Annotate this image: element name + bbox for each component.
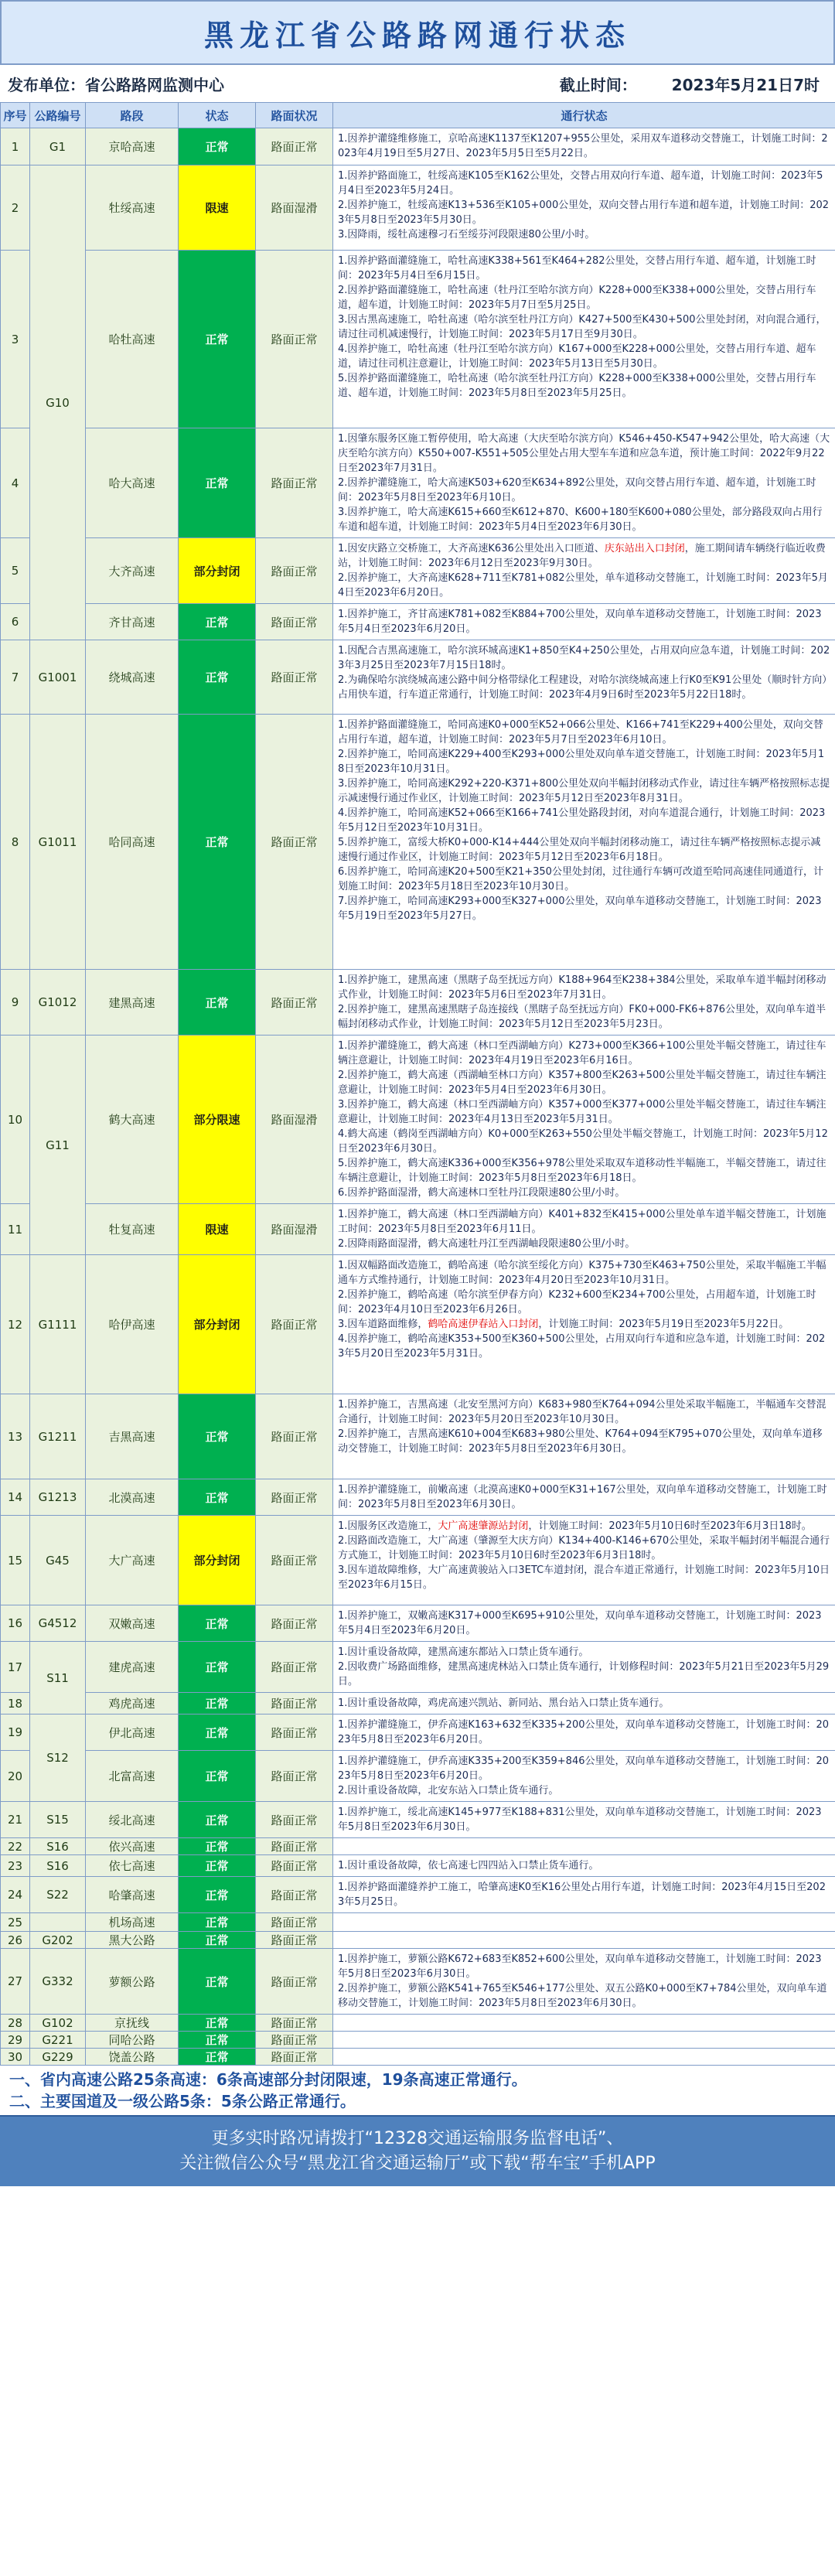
table-row	[1, 1479, 835, 1516]
road-code: S15	[30, 1802, 86, 1838]
table-row	[1, 1516, 835, 1605]
detail-line: 1.因养护施工，双嫩高速K317+000至K695+910公里处，双向单车道移动交替施工，计划施工时间：2023年5月4日至2023年6月20日。	[338, 1610, 822, 1636]
surface-condition: 路面正常	[256, 1838, 333, 1855]
detail-line: 1.因计重设备故障，依七高速七四四站入口禁止货车通行。	[338, 1860, 599, 1871]
row-no: 26	[1, 1932, 30, 1949]
status-badge: 正常	[179, 1693, 256, 1714]
detail-line: 2.因养护施工，吉黑高速K610+004至K683+980公里处、K764+094至K795+070公里处，双向单车道移动交替施工，计划施工时间：2023年5月8日至2023年6月30日。	[338, 1428, 823, 1455]
row-no: 2	[1, 165, 30, 251]
status-badge: 正常	[179, 715, 256, 970]
traffic-detail	[333, 1479, 835, 1516]
row-no: 22	[1, 1838, 30, 1855]
road-code: G221	[30, 2032, 86, 2049]
detail-line: 1.因养护施工，建黑高速（黑瞎子岛至抚远方向）K188+964至K238+384公里处，采取单车道半幅封闭移动式作业，计划施工时间：2023年5月6日至2023年7月31日。	[338, 974, 826, 1001]
status-badge: 正常	[179, 1479, 256, 1516]
detail-line: 2.因养护施工，鹤大高速（西湖岫至林口方向）K357+800至K263+500公里处半幅交替施工，请过往车辆注意避让，计划施工时间：2023年5月4日至2023年6月30日。	[338, 1070, 826, 1096]
surface-condition: 路面正常	[256, 1693, 333, 1714]
surface-condition: 路面正常	[256, 1255, 333, 1394]
status-badge: 正常	[179, 1802, 256, 1838]
surface-condition: 路面正常	[256, 1932, 333, 1949]
road-segment: 同哈公路	[86, 2032, 179, 2049]
col-surface: 路面状况	[256, 103, 333, 128]
detail-line: 1.因服务区改造施工，大广高速肇源站封闭，计划施工时间：2023年5月10日6时至2023年6月3日18时。	[338, 1520, 812, 1532]
traffic-detail	[333, 1394, 835, 1479]
road-segment: 绕城高速	[86, 640, 179, 715]
table-row	[1, 970, 835, 1036]
road-status-table	[0, 102, 835, 2066]
surface-condition: 路面正常	[256, 970, 333, 1036]
table-row	[1, 604, 835, 640]
table-row	[1, 1255, 835, 1394]
road-segment: 建虎高速	[86, 1642, 179, 1693]
road-segment: 京抚线	[86, 2015, 179, 2032]
detail-line: 1.因养护施工，吉黑高速（北安至黑河方向）K683+980至K764+094公里处采取半幅施工，半幅通车交替混合通行，计划施工时间：2023年5月20日至2023年10月30日。	[338, 1399, 826, 1425]
surface-condition: 路面正常	[256, 1913, 333, 1932]
traffic-detail	[333, 1642, 835, 1693]
detail-line: 1.因养护施工，绥北高速K145+977至K188+831公里处，双向单车道移动交替施工，计划施工时间：2023年5月8日至2023年6月30日。	[338, 1807, 822, 1833]
road-code: G45	[30, 1516, 86, 1605]
road-code: G332	[30, 1949, 86, 2015]
row-no: 5	[1, 538, 30, 604]
deadline-value: 2023年5月21日7时	[671, 75, 820, 94]
surface-condition: 路面湿滑	[256, 1204, 333, 1255]
surface-condition: 路面正常	[256, 1855, 333, 1877]
deadline-label: 截止时间：	[559, 75, 637, 94]
col-status: 状态	[179, 103, 256, 128]
table-row	[1, 1605, 835, 1642]
traffic-detail	[333, 640, 835, 715]
road-segment: 哈同高速	[86, 715, 179, 970]
status-badge: 正常	[179, 1932, 256, 1949]
detail-line: 3.因降雨，绥牡高速穆刁石至绥芬河段限速80公里/小时。	[338, 229, 595, 241]
road-code: S16	[30, 1838, 86, 1855]
detail-line: 2.因路面改造施工，大广高速（肇源至大庆方向）K134+400-K146+670公里处，采取半幅封闭半幅混合通行方式施工，计划施工时间：2023年5月10日6时至2023年6月3日18时。	[338, 1535, 830, 1561]
detail-line: 6.因养护施工，哈同高速K20+500至K21+350公里处封闭，过往通行车辆可改道至哈同高速佳同通道行，计划施工时间：2023年5月18日至2023年10月30日。	[338, 866, 823, 892]
surface-condition: 路面正常	[256, 428, 333, 538]
surface-condition: 路面正常	[256, 1479, 333, 1516]
row-no: 13	[1, 1394, 30, 1479]
footer-line: 更多实时路况请拨打“12328交通运输服务监督电话”、	[211, 2129, 624, 2148]
traffic-detail	[333, 1802, 835, 1838]
surface-condition: 路面湿滑	[256, 1036, 333, 1204]
detail-line: 3.因车道路面维修，鹤哈高速伊春站入口封闭，计划施工时间：2023年5月19日至2023年5月22日。	[338, 1319, 789, 1330]
detail-line: 4.因养护施工，鹤哈高速K353+500至K360+500公里处，占用双向行车道和应急车道，计划施工时间：2023年5月20日至2023年5月31日。	[338, 1333, 826, 1360]
traffic-detail	[333, 1516, 835, 1605]
table-row	[1, 1036, 835, 1204]
road-code: S12	[30, 1714, 86, 1802]
row-no: 9	[1, 970, 30, 1036]
surface-condition: 路面正常	[256, 1394, 333, 1479]
detail-line: 1.因养护灌缝施工，鹤大高速（林口至西湖岫方向）K273+000至K366+100公里处半幅交替施工，请过往车辆注意避让，计划施工时间：2023年4月19日至2023年6月16日。	[338, 1040, 826, 1066]
surface-condition: 路面正常	[256, 1751, 333, 1802]
detail-line: 7.因养护施工，哈同高速K293+000至K327+000公里处，双向单车道移动交替施工，计划施工时间：2023年5月19日至2023年5月27日。	[338, 896, 822, 922]
status-badge: 正常	[179, 1949, 256, 2015]
row-no: 25	[1, 1913, 30, 1932]
detail-line: 1.因养护施工，鹤大高速（林口至西湖岫方向）K401+832至K415+000公里处单车道半幅交替施工，计划施工时间：2023年5月8日至2023年6月11日。	[338, 1209, 826, 1235]
row-no: 17	[1, 1642, 30, 1693]
detail-line: 2.因养护施工，萝额公路K541+765至K546+177公里处、双五公路K0+000至K7+784公里处，双向单车道移动交替施工，计划施工时间：2023年5月8日至2023年6月30日。	[338, 1983, 827, 2009]
detail-line: 2.因养护施工，牡绥高速K13+536至K105+000公里处，双向交替占用行车道和超车道，计划施工时间：2023年5月8日至2023年5月30日。	[338, 200, 830, 226]
road-segment: 建黑高速	[86, 970, 179, 1036]
status-badge: 正常	[179, 1714, 256, 1751]
road-segment: 齐甘高速	[86, 604, 179, 640]
road-segment: 哈牡高速	[86, 251, 179, 428]
road-code: G1012	[30, 970, 86, 1036]
traffic-detail	[333, 1693, 835, 1714]
table-row	[1, 251, 835, 428]
road-segment: 鹤大高速	[86, 1036, 179, 1204]
road-code: S22	[30, 1877, 86, 1913]
row-no: 1	[1, 128, 30, 165]
detail-line: 2.因计重设备故障，北安东站入口禁止货车通行。	[338, 1785, 559, 1796]
detail-line: 4.因养护施工，哈同高速K52+066至K166+741公里处路段封闭，对向车道混合通行，计划施工时间：2023年5月12日至2023年10月31日。	[338, 807, 826, 834]
traffic-detail	[333, 2032, 835, 2049]
detail-line: 4.鹤大高速（鹤岗至西湖岫方向）K0+000至K263+550公里处半幅交替施工，计划施工时间：2023年5月12日至2023年6月30日。	[338, 1128, 828, 1155]
traffic-detail	[333, 1838, 835, 1855]
road-segment: 饶盖公路	[86, 2049, 179, 2066]
status-badge: 正常	[179, 640, 256, 715]
detail-line: 1.因养护灌缝施工，伊乔高速K163+632至K335+200公里处，双向单车道移动交替施工，计划施工时间：2023年5月8日至2023年6月20日。	[338, 1719, 830, 1745]
row-no: 8	[1, 715, 30, 970]
road-code: G1	[30, 128, 86, 165]
traffic-detail	[333, 1877, 835, 1913]
surface-condition: 路面正常	[256, 251, 333, 428]
traffic-detail	[333, 538, 835, 604]
surface-condition: 路面正常	[256, 640, 333, 715]
table-row	[1, 2049, 835, 2066]
detail-line: 3.因车道故障维修，大广高速黄骏站入口3ETC车道封闭，混合车道正常通行，计划施工时间：2023年5月10日至2023年6月15日。	[338, 1564, 830, 1591]
road-code: G202	[30, 1932, 86, 1949]
surface-condition: 路面湿滑	[256, 165, 333, 251]
table-row	[1, 128, 835, 165]
row-no: 19	[1, 1714, 30, 1751]
row-no: 6	[1, 604, 30, 640]
status-badge: 正常	[179, 128, 256, 165]
road-segment: 依兴高速	[86, 1838, 179, 1855]
surface-condition: 路面正常	[256, 1605, 333, 1642]
meta-bar	[0, 65, 835, 102]
road-segment: 北漠高速	[86, 1479, 179, 1516]
surface-condition: 路面正常	[256, 604, 333, 640]
traffic-detail	[333, 715, 835, 970]
table-row	[1, 1204, 835, 1255]
table-row	[1, 1394, 835, 1479]
row-no: 11	[1, 1204, 30, 1255]
surface-condition: 路面正常	[256, 128, 333, 165]
detail-line: 1.因养护灌缝维修施工，京哈高速K1137至K1207+955公里处，采用双车道移动交替施工，计划施工时间：2023年4月19日至5月27日、2023年5月5日至5月22日。	[338, 133, 828, 159]
footer-notice	[0, 2115, 835, 2186]
detail-line: 6.因养护路面湿滑，鹤大高速林口至牡丹江段限速80公里/小时。	[338, 1187, 625, 1199]
col-segment: 路段	[86, 103, 179, 128]
row-no: 29	[1, 2032, 30, 2049]
road-code: G11	[30, 1036, 86, 1255]
detail-line: 4.因养护施工，哈牡高速（牡丹江至哈尔滨方向）K167+000至K228+000公里处，交替占用行车道、超车道，请过往司机注意避让，计划施工时间：2023年5月13日至5月30日。	[338, 343, 816, 370]
surface-condition: 路面正常	[256, 1949, 333, 2015]
detail-line: 1.因计重设备故障，建黑高速东都站入口禁止货车通行。	[338, 1646, 589, 1658]
table-row	[1, 1838, 835, 1855]
detail-line: 1.因肇东服务区施工暂停使用，哈大高速（大庆至哈尔滨方向）K546+450-K547+942公里处，哈大高速（大庆至哈尔滨方向）K550+007-K551+505公里处占用大型车车道和应急车道，预计施工时间：2022年9月22日至2023年7月31日。	[338, 433, 830, 474]
table-row	[1, 165, 835, 251]
road-code: G1211	[30, 1394, 86, 1479]
row-no: 18	[1, 1693, 30, 1714]
detail-line: 2.因养护施工，哈同高速K229+400至K293+000公里处双向单车道交替施工，计划施工时间：2023年5月18日至2023年10月31日。	[338, 749, 825, 775]
road-segment: 哈大高速	[86, 428, 179, 538]
status-badge: 正常	[179, 604, 256, 640]
road-segment: 机场高速	[86, 1913, 179, 1932]
table-row	[1, 1642, 835, 1693]
detail-line: 1.因养护路面施工，牡绥高速K105至K162公里处，交替占用双向行车道、超车道，计划施工时间：2023年5月4日至2023年5月24日。	[338, 170, 823, 196]
road-segment: 牡复高速	[86, 1204, 179, 1255]
publisher: 发布单位：省公路路网监测中心	[8, 75, 224, 94]
surface-condition: 路面正常	[256, 1516, 333, 1605]
surface-condition: 路面正常	[256, 2015, 333, 2032]
summary-line: 一、省内高速公路25条高速：6条高速部分封闭限速，19条高速正常通行。	[9, 2070, 527, 2089]
traffic-detail	[333, 604, 835, 640]
row-no: 4	[1, 428, 30, 538]
status-badge: 正常	[179, 428, 256, 538]
row-no: 10	[1, 1036, 30, 1204]
status-badge: 部分限速	[179, 1036, 256, 1204]
status-badge: 部分封闭	[179, 538, 256, 604]
road-code: G4512	[30, 1605, 86, 1642]
road-code: G102	[30, 2015, 86, 2032]
detail-line: 2.为确保哈尔滨绕城高速公路中间分格带绿化工程建设，对哈尔滨绕城高速上行K0至K91公里处（顺时针方向）占用快车道，行车道正常通行，计划施工时间：2023年4月9日6时至2023年5月22日18时。	[338, 674, 827, 701]
detail-line: 3.因养护施工，哈大高速K615+660至K612+870、K600+180至K600+080公里处，部分路段双向占用行车道和超车道，计划施工时间：2023年5月4日至2023年6月30日。	[338, 507, 823, 533]
status-badge: 正常	[179, 1642, 256, 1693]
summary	[0, 2066, 835, 2115]
traffic-detail	[333, 970, 835, 1036]
road-code: G1111	[30, 1255, 86, 1394]
road-segment: 依七高速	[86, 1855, 179, 1877]
row-no: 20	[1, 1751, 30, 1802]
status-badge: 正常	[179, 1605, 256, 1642]
detail-line: 5.因养护施工，鹤大高速K336+000至K356+978公里处采取双车道移动性半幅施工，半幅交替施工，请过往车辆注意避让，计划施工时间：2023年5月8日至2023年6月18日。	[338, 1158, 826, 1184]
detail-line: 1.因养护施工，齐甘高速K781+082至K884+700公里处，双向单车道移动交替施工，计划施工时间：2023年5月4日至2023年6月20日。	[338, 609, 822, 635]
road-segment: 绥北高速	[86, 1802, 179, 1838]
traffic-detail	[333, 2049, 835, 2066]
row-no: 21	[1, 1802, 30, 1838]
road-segment: 大广高速	[86, 1516, 179, 1605]
road-segment: 鸡虎高速	[86, 1693, 179, 1714]
detail-line: 2.因养护路面灌缝施工，哈牡高速（牡丹江至哈尔滨方向）K228+000至K338+000公里处，交替占用行车道，超车道，计划施工时间：2023年5月7日至5月25日。	[338, 285, 816, 311]
row-no: 15	[1, 1516, 30, 1605]
row-no: 30	[1, 2049, 30, 2066]
traffic-detail	[333, 128, 835, 165]
deadline	[530, 73, 820, 95]
road-segment: 萝额公路	[86, 1949, 179, 2015]
table-row	[1, 1714, 835, 1751]
row-no: 23	[1, 1855, 30, 1877]
table-row	[1, 1855, 835, 1877]
status-badge: 正常	[179, 1751, 256, 1802]
road-code: G1001	[30, 640, 86, 715]
detail-line: 1.因配合吉黑高速施工，哈尔滨环城高速K1+850至K4+250公里处，占用双向应急车道，计划施工时间：2023年3月25日至2023年7月15日18时。	[338, 645, 830, 671]
table-row	[1, 2032, 835, 2049]
detail-line: 2.因养护施工，建黑高速黑瞎子岛连接线（黑瞎子岛至抚远方向）FK0+000-FK6+876公里处，双向单车道半幅封闭移动式作业，计划施工时间：2023年5月12日至2023年5月23日。	[338, 1004, 826, 1030]
detail-line: 1.因养护灌缝施工，伊乔高速K335+200至K359+846公里处，双向单车道移动交替施工，计划施工时间：2023年5月8日至2023年6月20日。	[338, 1755, 830, 1782]
traffic-detail	[333, 165, 835, 251]
table-row	[1, 1751, 835, 1802]
row-no: 27	[1, 1949, 30, 2015]
road-segment: 哈肇高速	[86, 1877, 179, 1913]
road-segment: 伊北高速	[86, 1714, 179, 1751]
detail-line: 1.因养护路面灌缝养护工施工，哈肇高速K0至K16公里处占用行车道，计划施工时间：2023年4月15日至2023年5月25日。	[338, 1882, 826, 1908]
status-badge: 正常	[179, 2015, 256, 2032]
status-badge: 限速	[179, 1204, 256, 1255]
traffic-detail	[333, 428, 835, 538]
detail-line: 1.因养护路面灌缝施工，哈牡高速K338+561至K464+282公里处，交替占用行车道、超车道，计划施工时间：2023年5月4日至6月15日。	[338, 255, 816, 281]
detail-line: 2.因收费广场路面维修，建黑高速虎林站入口禁止货车通行，计划修程时间：2023年5月21日至2023年5月29日。	[338, 1661, 830, 1687]
detail-line: 1.因养护灌缝施工，前嫩高速（北漠高速K0+000至K31+167公里处，双向单车道移动交替施工，计划施工时间：2023年5月8日至2023年6月30日。	[338, 1484, 827, 1510]
detail-line: 2.因养护施工，鹤哈高速（哈尔滨至伊春方向）K232+600至K234+700公里处，占用超车道，计划施工时间：2023年4月10日至2023年6月26日。	[338, 1289, 816, 1315]
surface-condition: 路面正常	[256, 1714, 333, 1751]
detail-line: 3.因古黑高速施工，哈牡高速（哈尔滨至牡丹江方向）K427+500至K430+500公里处封闭，对向混合通行，请过往司机减速慢行，计划施工时间：2023年5月17日至9月30日。	[338, 314, 826, 340]
table-row	[1, 1913, 835, 1932]
road-segment: 牡绥高速	[86, 165, 179, 251]
status-badge: 正常	[179, 1394, 256, 1479]
table-row	[1, 1802, 835, 1838]
detail-line: 1.因养护路面灌缝施工，哈同高速K0+000至K52+066公里处、K166+741至K229+400公里处，双向交替占用行车道，超车道，计划施工时间：2023年5月7日至2023年6月10日。	[338, 719, 823, 746]
surface-condition: 路面正常	[256, 1642, 333, 1693]
road-segment: 大齐高速	[86, 538, 179, 604]
traffic-detail	[333, 1855, 835, 1877]
traffic-detail	[333, 1714, 835, 1751]
traffic-detail	[333, 1932, 835, 1949]
summary-line: 二、主要国道及一级公路5条：5条公路正常通行。	[9, 2092, 356, 2110]
detail-line: 1.因双幅路面改造施工，鹤哈高速（哈尔滨至绥化方向）K375+730至K463+750公里处，采取半幅施工半幅通车方式维持通行，计划施工时间：2023年4月20日至2023年10月31日。	[338, 1260, 826, 1286]
status-badge: 正常	[179, 2032, 256, 2049]
status-badge: 正常	[179, 970, 256, 1036]
road-code	[30, 1913, 86, 1932]
col-no: 序号	[1, 103, 30, 128]
traffic-detail	[333, 251, 835, 428]
road-segment: 京哈高速	[86, 128, 179, 165]
road-code: G1011	[30, 715, 86, 970]
table-row	[1, 428, 835, 538]
traffic-detail	[333, 1036, 835, 1204]
surface-condition: 路面正常	[256, 2032, 333, 2049]
table-row	[1, 538, 835, 604]
detail-line: 2.因养护灌缝施工，哈大高速K503+620至K634+892公里处，双向交替占用行车道、超车道，计划施工时间：2023年5月8日至2023年6月10日。	[338, 477, 816, 503]
status-badge: 限速	[179, 165, 256, 251]
surface-condition: 路面正常	[256, 1877, 333, 1913]
page-title: 黑龙江省公路路网通行状态	[0, 0, 835, 65]
status-badge: 正常	[179, 1877, 256, 1913]
detail-line: 2.因降雨路面湿滑，鹤大高速牡丹江至西湖岫段限速80公里/小时。	[338, 1238, 636, 1250]
status-badge: 正常	[179, 1838, 256, 1855]
traffic-detail	[333, 2015, 835, 2032]
table-row	[1, 2015, 835, 2032]
surface-condition: 路面正常	[256, 1802, 333, 1838]
status-badge: 正常	[179, 1913, 256, 1932]
row-no: 28	[1, 2015, 30, 2032]
detail-line: 5.因养护施工，富绥大桥K0+000-K14+444公里处双向半幅封闭移动施工，请过往车辆严格按照标志提示减速慢行通过作业区，计划施工时间：2023年5月12日至2023年6月18日。	[338, 837, 821, 863]
detail-line: 1.因安庆路立交桥施工，大齐高速K636公里处出入口匝道、庆东站出入口封闭，施工期间请车辆绕行临近收费站，计划施工时间：2023年6月12日至2023年9月30日。	[338, 543, 826, 569]
road-segment: 哈伊高速	[86, 1255, 179, 1394]
road-segment: 双嫩高速	[86, 1605, 179, 1642]
road-segment: 吉黑高速	[86, 1394, 179, 1479]
row-no: 3	[1, 251, 30, 428]
table-row	[1, 715, 835, 970]
traffic-detail	[333, 1949, 835, 2015]
road-code: G1213	[30, 1479, 86, 1516]
detail-line: 1.因养护施工，萝额公路K672+683至K852+600公里处，双向单车道移动交替施工，计划施工时间：2023年5月8日至2023年6月30日。	[338, 1953, 822, 1980]
row-no: 14	[1, 1479, 30, 1516]
row-no: 16	[1, 1605, 30, 1642]
detail-line: 1.因计重设备故障，鸡虎高速兴凯站、新同站、黑台站入口禁止货车通行。	[338, 1697, 670, 1709]
status-badge: 部分封闭	[179, 1255, 256, 1394]
row-no: 12	[1, 1255, 30, 1394]
table-row	[1, 1693, 835, 1714]
detail-line: 5.因养护路面灌缝施工，哈牡高速（哈尔滨至牡丹江方向）K228+000至K338+000公里处，交替占用行车道、超车道，计划施工时间：2023年5月8日至2023年5月25日。	[338, 373, 816, 399]
surface-condition: 路面正常	[256, 2049, 333, 2066]
table-row	[1, 1877, 835, 1913]
table-row	[1, 1949, 835, 2015]
traffic-detail	[333, 1913, 835, 1932]
status-badge: 部分封闭	[179, 1516, 256, 1605]
road-code: S16	[30, 1855, 86, 1877]
traffic-detail	[333, 1255, 835, 1394]
col-code: 公路编号	[30, 103, 86, 128]
traffic-detail	[333, 1751, 835, 1802]
surface-condition: 路面正常	[256, 538, 333, 604]
status-badge: 正常	[179, 2049, 256, 2066]
row-no: 24	[1, 1877, 30, 1913]
detail-line: 3.因养护施工，哈同高速K292+220-K371+800公里处双向半幅封闭移动式作业，请过往车辆严格按照标志提示减速慢行通过作业区，计划施工时间：2023年5月12日至2023年8月31日。	[338, 778, 830, 804]
surface-condition: 路面正常	[256, 715, 333, 970]
traffic-detail	[333, 1204, 835, 1255]
road-code: G10	[30, 165, 86, 640]
status-badge: 正常	[179, 1855, 256, 1877]
detail-line: 3.因养护施工，鹤大高速（林口至西湖岫方向）K357+000至K377+000公里处半幅交替施工，请过往车辆注意避让，计划施工时间：2023年4月13日至2023年5月31日。	[338, 1099, 826, 1125]
table-row	[1, 1932, 835, 1949]
road-segment: 黑大公路	[86, 1932, 179, 1949]
col-detail: 通行状态	[333, 103, 835, 128]
row-no: 7	[1, 640, 30, 715]
table-header	[1, 103, 835, 128]
table-row	[1, 640, 835, 715]
traffic-detail	[333, 1605, 835, 1642]
detail-line: 2.因养护施工，大齐高速K628+711至K781+082公里处，单车道移动交替施工，计划施工时间：2023年5月4日至2023年6月20日。	[338, 572, 828, 599]
status-badge: 正常	[179, 251, 256, 428]
road-segment: 北富高速	[86, 1751, 179, 1802]
road-code: G229	[30, 2049, 86, 2066]
footer-line: 关注微信公众号“黑龙江省交通运输厅”或下载“帮车宝”手机APP	[179, 2154, 656, 2173]
road-code: S11	[30, 1642, 86, 1714]
